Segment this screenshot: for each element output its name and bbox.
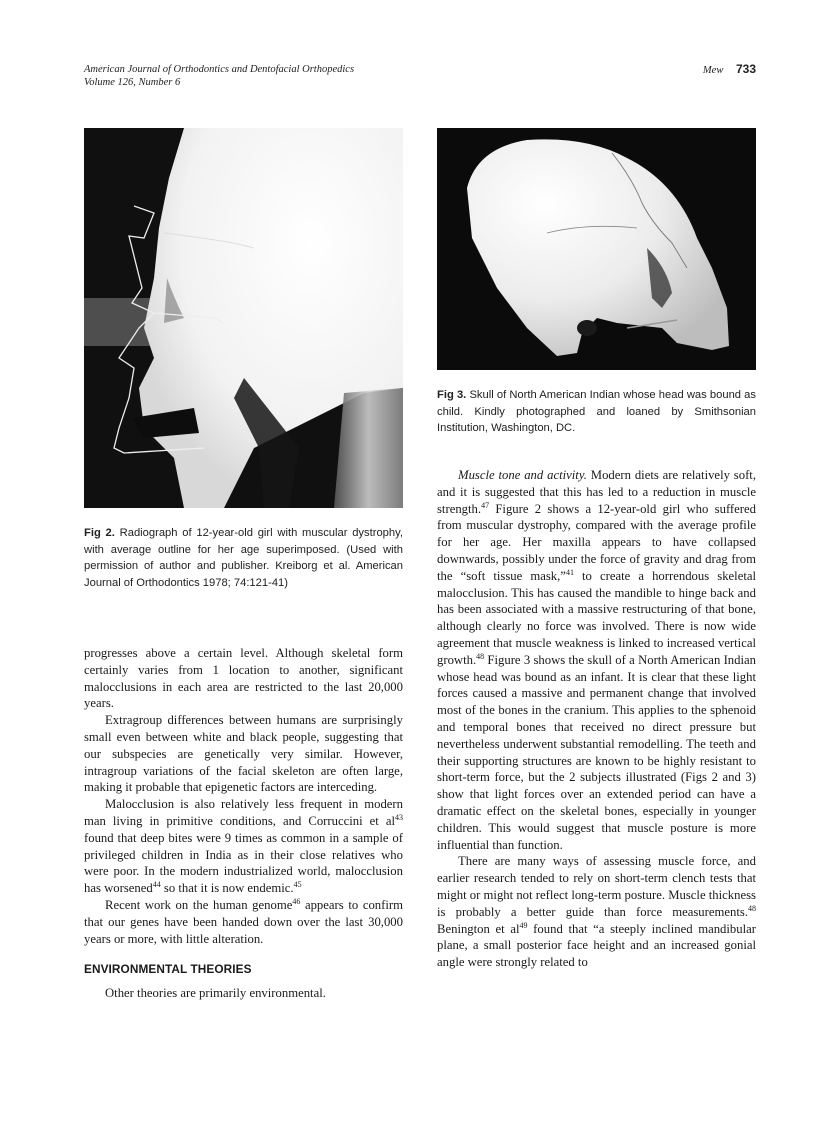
text-run: Recent work on the human genome	[105, 897, 293, 912]
paragraph	[84, 796, 403, 897]
citation-ref: 48	[476, 651, 485, 661]
paragraph	[84, 897, 403, 947]
text-run: so that it is now endemic.	[160, 881, 294, 896]
citation-ref: 44	[152, 880, 161, 890]
text-run: found that deep bites were 9 times as common in a sample of privileged children in India as in their close relatives who were poor. In the modern industrialized world, malocclusion has worsened	[84, 830, 403, 896]
figure-3-label: Fig 3.	[437, 389, 467, 401]
text-run: Figure 3 shows the skull of a North American Indian whose head was bound as an infant. It is clear that these light forces caused a massive and permanent change that involved most of the bones in the cranium. This applies to the sphenoid and temporal bones that received no direct pressure but nevertheless underwent substantial remodelling. The teeth and their supporting structures are known to be highly resistant to short-term force, but the 2 subjects illustrated (Figs 2 and 3) show that light forces over an extended period can have a dramatic effect on the skeletal bones, especially in younger children. This would suggest that muscle posture is more influential than function.	[437, 652, 756, 852]
radiograph-image	[84, 128, 403, 508]
paragraph	[437, 467, 756, 853]
text-run: appears to confirm that our genes have been handed down over the last 30,000 years or more, with little alteration.	[84, 897, 403, 946]
running-head-right	[703, 63, 756, 77]
citation-ref: 43	[395, 812, 403, 822]
paragraph: progresses above a certain level. Although skeletal form certainly varies from 1 location to another, significant malocclusions in each area are restricted to the last 20,000 years.	[84, 646, 403, 711]
citation-ref: 45	[293, 880, 302, 890]
paragraph	[437, 853, 756, 971]
text-run: found that “a steeply inclined mandibular plane, a small posterior face height and an increased gonial angle were strongly related to	[437, 921, 756, 970]
figure-3-caption	[437, 387, 756, 437]
section-heading: ENVIRONMENTAL THEORIES	[84, 962, 252, 977]
running-head-author: Mew	[702, 65, 724, 76]
figure-2-label: Fig 2.	[84, 527, 115, 539]
figure-3-caption-text: Skull of North American Indian whose head was bound as child. Kindly photographed and loaned by Smithsonian Institution, Washington, DC.	[437, 389, 757, 434]
left-column-body	[84, 645, 403, 1002]
skull-image	[437, 128, 756, 370]
running-head	[84, 63, 756, 89]
journal-volume: Volume 126, Number 6	[84, 77, 181, 88]
text-run: There are many ways of assessing muscle force, and earlier research tended to rely on short-term clench tests that might or might not reflect long-term posture. Muscle thickness is probably a better guide than force measurements.	[437, 854, 756, 919]
paragraph: Other theories are primarily environmental.	[105, 986, 326, 1001]
citation-ref: 49	[519, 920, 528, 930]
page-number: 733	[735, 62, 756, 76]
text-run: Figure 2 shows a 12-year-old girl who suffered from muscular dystrophy, compared with the average profile for her age. Her maxilla appears to have collapsed downwards, possibly under the force of gravity and drag from the “soft tissue mask,”	[437, 501, 756, 583]
text-run: Malocclusion is also relatively less frequent in modern man living in primitive conditions, and Corruccini et al	[84, 797, 403, 828]
text-run: Modern diets are relatively soft, and it is suggested that this has led to a reduction in muscle strength.	[437, 468, 757, 516]
citation-ref: 46	[292, 896, 301, 906]
journal-title: American Journal of Orthodontics and Dentofacial Orthopedics	[84, 64, 355, 75]
citation-ref: 41	[565, 567, 574, 577]
figure-2-caption	[84, 525, 403, 591]
run-in-heading: Muscle tone and activity.	[458, 468, 587, 482]
right-column-body	[437, 467, 756, 971]
text-run: to create a horrendous skeletal malocclusion. This has caused the mandible to hinge back and has been associated with a massive restructuring of that bone, although clearly no force was involved. There is now wide agreement that muscle weakness is linked to increased vertical growth.	[437, 568, 757, 667]
citation-ref: 48	[748, 903, 756, 913]
figure-3-skull-photo	[437, 128, 756, 370]
text-run: Benington et al	[437, 921, 520, 936]
paragraph: Extragroup differences between humans are surprisingly small even between white and black people, suggesting that our subspecies are genetically very similar. However, intragroup variations of the facial skeleton are often large, making it probable that epigenetic factors are interceding.	[84, 713, 403, 795]
figure-2-caption-text: Radiograph of 12-year-old girl with muscular dystrophy, with average outline for her age superimposed. (Used with permission of author and publisher. Kreiborg et al. American Journal of Orthodontics 1978; 74:121-41)	[84, 527, 403, 589]
citation-ref: 47	[481, 500, 490, 510]
figure-2-radiograph	[84, 128, 403, 508]
